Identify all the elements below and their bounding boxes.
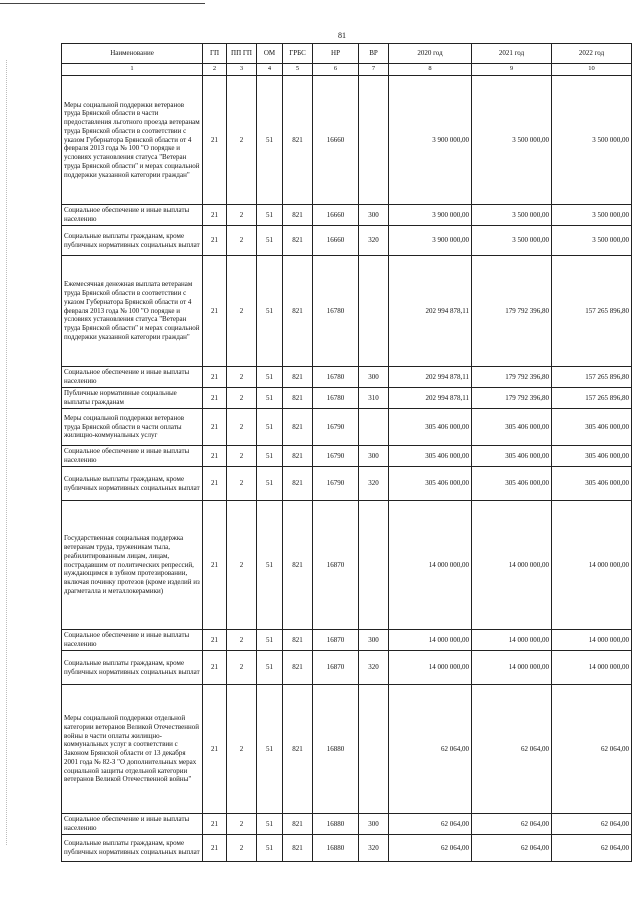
- row-amount-2021: 179 792 396,80: [472, 388, 552, 409]
- row-amount-2021: 305 406 000,00: [472, 409, 552, 446]
- row-ppgp: 2: [227, 76, 257, 205]
- table-row: [62, 388, 632, 409]
- row-name: Социальное обеспечение и иные выплаты населению: [62, 205, 203, 226]
- row-name: Социальные выплаты гражданам, кроме публичных нормативных социальных выплат: [62, 226, 203, 256]
- row-ppgp: 2: [227, 467, 257, 501]
- row-amount-2020: 62 064,00: [389, 814, 472, 835]
- row-vr: [359, 685, 389, 814]
- row-nr: 16660: [313, 226, 359, 256]
- header-vr: ВР: [359, 44, 389, 64]
- column-number: 4: [257, 64, 283, 76]
- row-name: Меры социальной поддержки ветеранов труда Брянской области в части предоставления льготного проезда ветеранам труда Брянской области в соответствии с указом Губернатора Брянской области от 4 февраля 2013 года № 100 "О порядке и условиях установления статуса "Ветеран труда Брянской области" и мерах социальной поддержки указанной категории граждан": [62, 76, 203, 205]
- column-number: 8: [389, 64, 472, 76]
- table-row: [62, 814, 632, 835]
- row-name: Социальное обеспечение и иные выплаты населению: [62, 814, 203, 835]
- row-amount-2022: 14 000 000,00: [552, 630, 632, 651]
- header-2022: 2022 год: [552, 44, 632, 64]
- header-row: [62, 44, 632, 64]
- row-nr: 16880: [313, 685, 359, 814]
- row-nr: 16660: [313, 76, 359, 205]
- row-nr: 16870: [313, 651, 359, 685]
- row-ppgp: 2: [227, 446, 257, 467]
- column-number-row: [62, 64, 632, 76]
- column-number: 5: [283, 64, 313, 76]
- row-amount-2021: 305 406 000,00: [472, 467, 552, 501]
- header-name: Наименование: [62, 44, 203, 64]
- row-amount-2020: 202 994 878,11: [389, 367, 472, 388]
- row-ppgp: 2: [227, 685, 257, 814]
- row-ppgp: 2: [227, 835, 257, 862]
- table-row: [62, 685, 632, 814]
- table-row: [62, 256, 632, 367]
- row-amount-2022: 157 265 896,80: [552, 256, 632, 367]
- row-nr: 16780: [313, 388, 359, 409]
- row-amount-2020: 3 900 000,00: [389, 226, 472, 256]
- row-grbs: 821: [283, 388, 313, 409]
- row-nr: 16870: [313, 630, 359, 651]
- row-amount-2022: 305 406 000,00: [552, 467, 632, 501]
- row-vr: [359, 76, 389, 205]
- row-grbs: 821: [283, 256, 313, 367]
- row-grbs: 821: [283, 501, 313, 630]
- table-row: [62, 835, 632, 862]
- row-name: Государственная социальная поддержка ветеранам труда, труженикам тыла, реабилитированным лицам, лицам, пострадавшим от политических репрессий, нуждающимся в зубном протезировании, включая починку протезов (кроме изделий из драгметалла и металлокерамики): [62, 501, 203, 630]
- row-amount-2020: 14 000 000,00: [389, 501, 472, 630]
- budget-table: [61, 43, 632, 862]
- row-grbs: 821: [283, 367, 313, 388]
- row-vr: 320: [359, 226, 389, 256]
- row-om: 51: [257, 205, 283, 226]
- row-ppgp: 2: [227, 256, 257, 367]
- column-number: 2: [203, 64, 227, 76]
- row-name: Публичные нормативные социальные выплаты гражданам: [62, 388, 203, 409]
- row-ppgp: 2: [227, 409, 257, 446]
- row-om: 51: [257, 76, 283, 205]
- row-vr: 300: [359, 446, 389, 467]
- row-amount-2022: 3 500 000,00: [552, 226, 632, 256]
- row-gp: 21: [203, 630, 227, 651]
- row-grbs: 821: [283, 630, 313, 651]
- row-vr: 310: [359, 388, 389, 409]
- row-amount-2021: 3 500 000,00: [472, 76, 552, 205]
- row-gp: 21: [203, 467, 227, 501]
- row-gp: 21: [203, 835, 227, 862]
- row-grbs: 821: [283, 835, 313, 862]
- row-name: Социальные выплаты гражданам, кроме публичных нормативных социальных выплат: [62, 467, 203, 501]
- row-name: Социальные выплаты гражданам, кроме публичных нормативных социальных выплат: [62, 651, 203, 685]
- row-name: Ежемесячная денежная выплата ветеранам труда Брянской области в соответствии с указом Губернатора Брянской области от 4 февраля 2013 года № 100 "О порядке и условиях установления статуса "Ветеран труда Брянской области" и мерах социальной поддержки указанной категории граждан": [62, 256, 203, 367]
- table-row: [62, 367, 632, 388]
- header-ppgp: ПП ГП: [227, 44, 257, 64]
- row-name: Меры социальной поддержки ветеранов труда Брянской области в части оплаты жилищно-коммунальных услуг: [62, 409, 203, 446]
- row-amount-2021: 3 500 000,00: [472, 205, 552, 226]
- row-gp: 21: [203, 409, 227, 446]
- row-name: Меры социальной поддержки отдельной категории ветеранов Великой Отечественной войны в части оплаты жилищно-коммунальных услуг в соответствии с Законом Брянской области от 13 декабря 2001 года № 82-З "О дополнительных мерах социальной защиты отдельной категории ветеранов Великой Отечественной войны": [62, 685, 203, 814]
- row-vr: 320: [359, 467, 389, 501]
- row-amount-2022: 305 406 000,00: [552, 409, 632, 446]
- row-ppgp: 2: [227, 630, 257, 651]
- row-nr: 16660: [313, 205, 359, 226]
- header-2020: 2020 год: [389, 44, 472, 64]
- row-gp: 21: [203, 446, 227, 467]
- row-amount-2022: 14 000 000,00: [552, 501, 632, 630]
- row-amount-2020: 202 994 878,11: [389, 256, 472, 367]
- table-row: [62, 630, 632, 651]
- row-amount-2020: 14 000 000,00: [389, 651, 472, 685]
- row-ppgp: 2: [227, 501, 257, 630]
- table-row: [62, 446, 632, 467]
- row-grbs: 821: [283, 409, 313, 446]
- table-row: [62, 501, 632, 630]
- row-gp: 21: [203, 226, 227, 256]
- row-amount-2022: 157 265 896,80: [552, 388, 632, 409]
- header-2021: 2021 год: [472, 44, 552, 64]
- row-om: 51: [257, 814, 283, 835]
- column-number: 1: [62, 64, 203, 76]
- row-gp: 21: [203, 501, 227, 630]
- row-name: Социальное обеспечение и иные выплаты населению: [62, 367, 203, 388]
- row-amount-2020: 3 900 000,00: [389, 76, 472, 205]
- row-amount-2021: 179 792 396,80: [472, 367, 552, 388]
- row-amount-2020: 62 064,00: [389, 685, 472, 814]
- table-row: [62, 651, 632, 685]
- row-amount-2022: 62 064,00: [552, 685, 632, 814]
- row-vr: [359, 501, 389, 630]
- row-nr: 16780: [313, 367, 359, 388]
- row-om: 51: [257, 446, 283, 467]
- row-vr: [359, 256, 389, 367]
- scan-margin: [6, 60, 8, 845]
- table-body: [62, 76, 632, 862]
- row-ppgp: 2: [227, 205, 257, 226]
- row-gp: 21: [203, 76, 227, 205]
- row-grbs: 821: [283, 205, 313, 226]
- row-amount-2020: 14 000 000,00: [389, 630, 472, 651]
- row-amount-2021: 179 792 396,80: [472, 256, 552, 367]
- row-ppgp: 2: [227, 226, 257, 256]
- row-amount-2022: 62 064,00: [552, 814, 632, 835]
- row-om: 51: [257, 388, 283, 409]
- row-vr: [359, 409, 389, 446]
- row-amount-2022: 14 000 000,00: [552, 651, 632, 685]
- row-nr: 16790: [313, 409, 359, 446]
- row-gp: 21: [203, 367, 227, 388]
- row-nr: 16880: [313, 814, 359, 835]
- row-ppgp: 2: [227, 651, 257, 685]
- column-number: 6: [313, 64, 359, 76]
- row-om: 51: [257, 226, 283, 256]
- table-row: [62, 226, 632, 256]
- row-name: Социальное обеспечение и иные выплаты населению: [62, 630, 203, 651]
- row-nr: 16790: [313, 467, 359, 501]
- row-grbs: 821: [283, 446, 313, 467]
- row-amount-2022: 62 064,00: [552, 835, 632, 862]
- row-amount-2022: 157 265 896,80: [552, 367, 632, 388]
- row-vr: 320: [359, 651, 389, 685]
- row-grbs: 821: [283, 226, 313, 256]
- row-grbs: 821: [283, 651, 313, 685]
- row-grbs: 821: [283, 814, 313, 835]
- row-nr: 16780: [313, 256, 359, 367]
- row-gp: 21: [203, 205, 227, 226]
- row-vr: 300: [359, 367, 389, 388]
- row-vr: 300: [359, 814, 389, 835]
- row-om: 51: [257, 835, 283, 862]
- row-amount-2020: 62 064,00: [389, 835, 472, 862]
- header-nr: НР: [313, 44, 359, 64]
- column-number: 7: [359, 64, 389, 76]
- row-amount-2020: 305 406 000,00: [389, 409, 472, 446]
- row-om: 51: [257, 630, 283, 651]
- header-rule: [0, 3, 205, 4]
- row-om: 51: [257, 685, 283, 814]
- row-om: 51: [257, 409, 283, 446]
- column-number: 9: [472, 64, 552, 76]
- row-ppgp: 2: [227, 814, 257, 835]
- column-number: 3: [227, 64, 257, 76]
- row-gp: 21: [203, 814, 227, 835]
- row-amount-2022: 3 500 000,00: [552, 205, 632, 226]
- row-gp: 21: [203, 651, 227, 685]
- row-amount-2021: 305 406 000,00: [472, 446, 552, 467]
- header-grbs: ГРБС: [283, 44, 313, 64]
- header-om: ОМ: [257, 44, 283, 64]
- row-amount-2020: 305 406 000,00: [389, 467, 472, 501]
- row-om: 51: [257, 256, 283, 367]
- row-gp: 21: [203, 256, 227, 367]
- table-row: [62, 76, 632, 205]
- row-amount-2020: 305 406 000,00: [389, 446, 472, 467]
- row-amount-2020: 202 994 878,11: [389, 388, 472, 409]
- table-row: [62, 467, 632, 501]
- row-amount-2022: 305 406 000,00: [552, 446, 632, 467]
- row-amount-2021: 62 064,00: [472, 814, 552, 835]
- row-amount-2021: 14 000 000,00: [472, 630, 552, 651]
- row-nr: 16790: [313, 446, 359, 467]
- row-nr: 16870: [313, 501, 359, 630]
- row-gp: 21: [203, 388, 227, 409]
- row-name: Социальное обеспечение и иные выплаты населению: [62, 446, 203, 467]
- row-grbs: 821: [283, 685, 313, 814]
- row-vr: 320: [359, 835, 389, 862]
- table-row: [62, 409, 632, 446]
- page-number: 81: [338, 31, 346, 40]
- row-om: 51: [257, 651, 283, 685]
- row-amount-2022: 3 500 000,00: [552, 76, 632, 205]
- row-amount-2021: 62 064,00: [472, 835, 552, 862]
- row-om: 51: [257, 467, 283, 501]
- row-amount-2020: 3 900 000,00: [389, 205, 472, 226]
- row-ppgp: 2: [227, 388, 257, 409]
- row-amount-2021: 14 000 000,00: [472, 501, 552, 630]
- row-amount-2021: 14 000 000,00: [472, 651, 552, 685]
- row-amount-2021: 3 500 000,00: [472, 226, 552, 256]
- row-vr: 300: [359, 205, 389, 226]
- row-amount-2021: 62 064,00: [472, 685, 552, 814]
- header-gp: ГП: [203, 44, 227, 64]
- column-number: 10: [552, 64, 632, 76]
- row-grbs: 821: [283, 76, 313, 205]
- row-gp: 21: [203, 685, 227, 814]
- row-ppgp: 2: [227, 367, 257, 388]
- row-nr: 16880: [313, 835, 359, 862]
- row-name: Социальные выплаты гражданам, кроме публичных нормативных социальных выплат: [62, 835, 203, 862]
- row-vr: 300: [359, 630, 389, 651]
- row-om: 51: [257, 501, 283, 630]
- row-grbs: 821: [283, 467, 313, 501]
- table-row: [62, 205, 632, 226]
- row-om: 51: [257, 367, 283, 388]
